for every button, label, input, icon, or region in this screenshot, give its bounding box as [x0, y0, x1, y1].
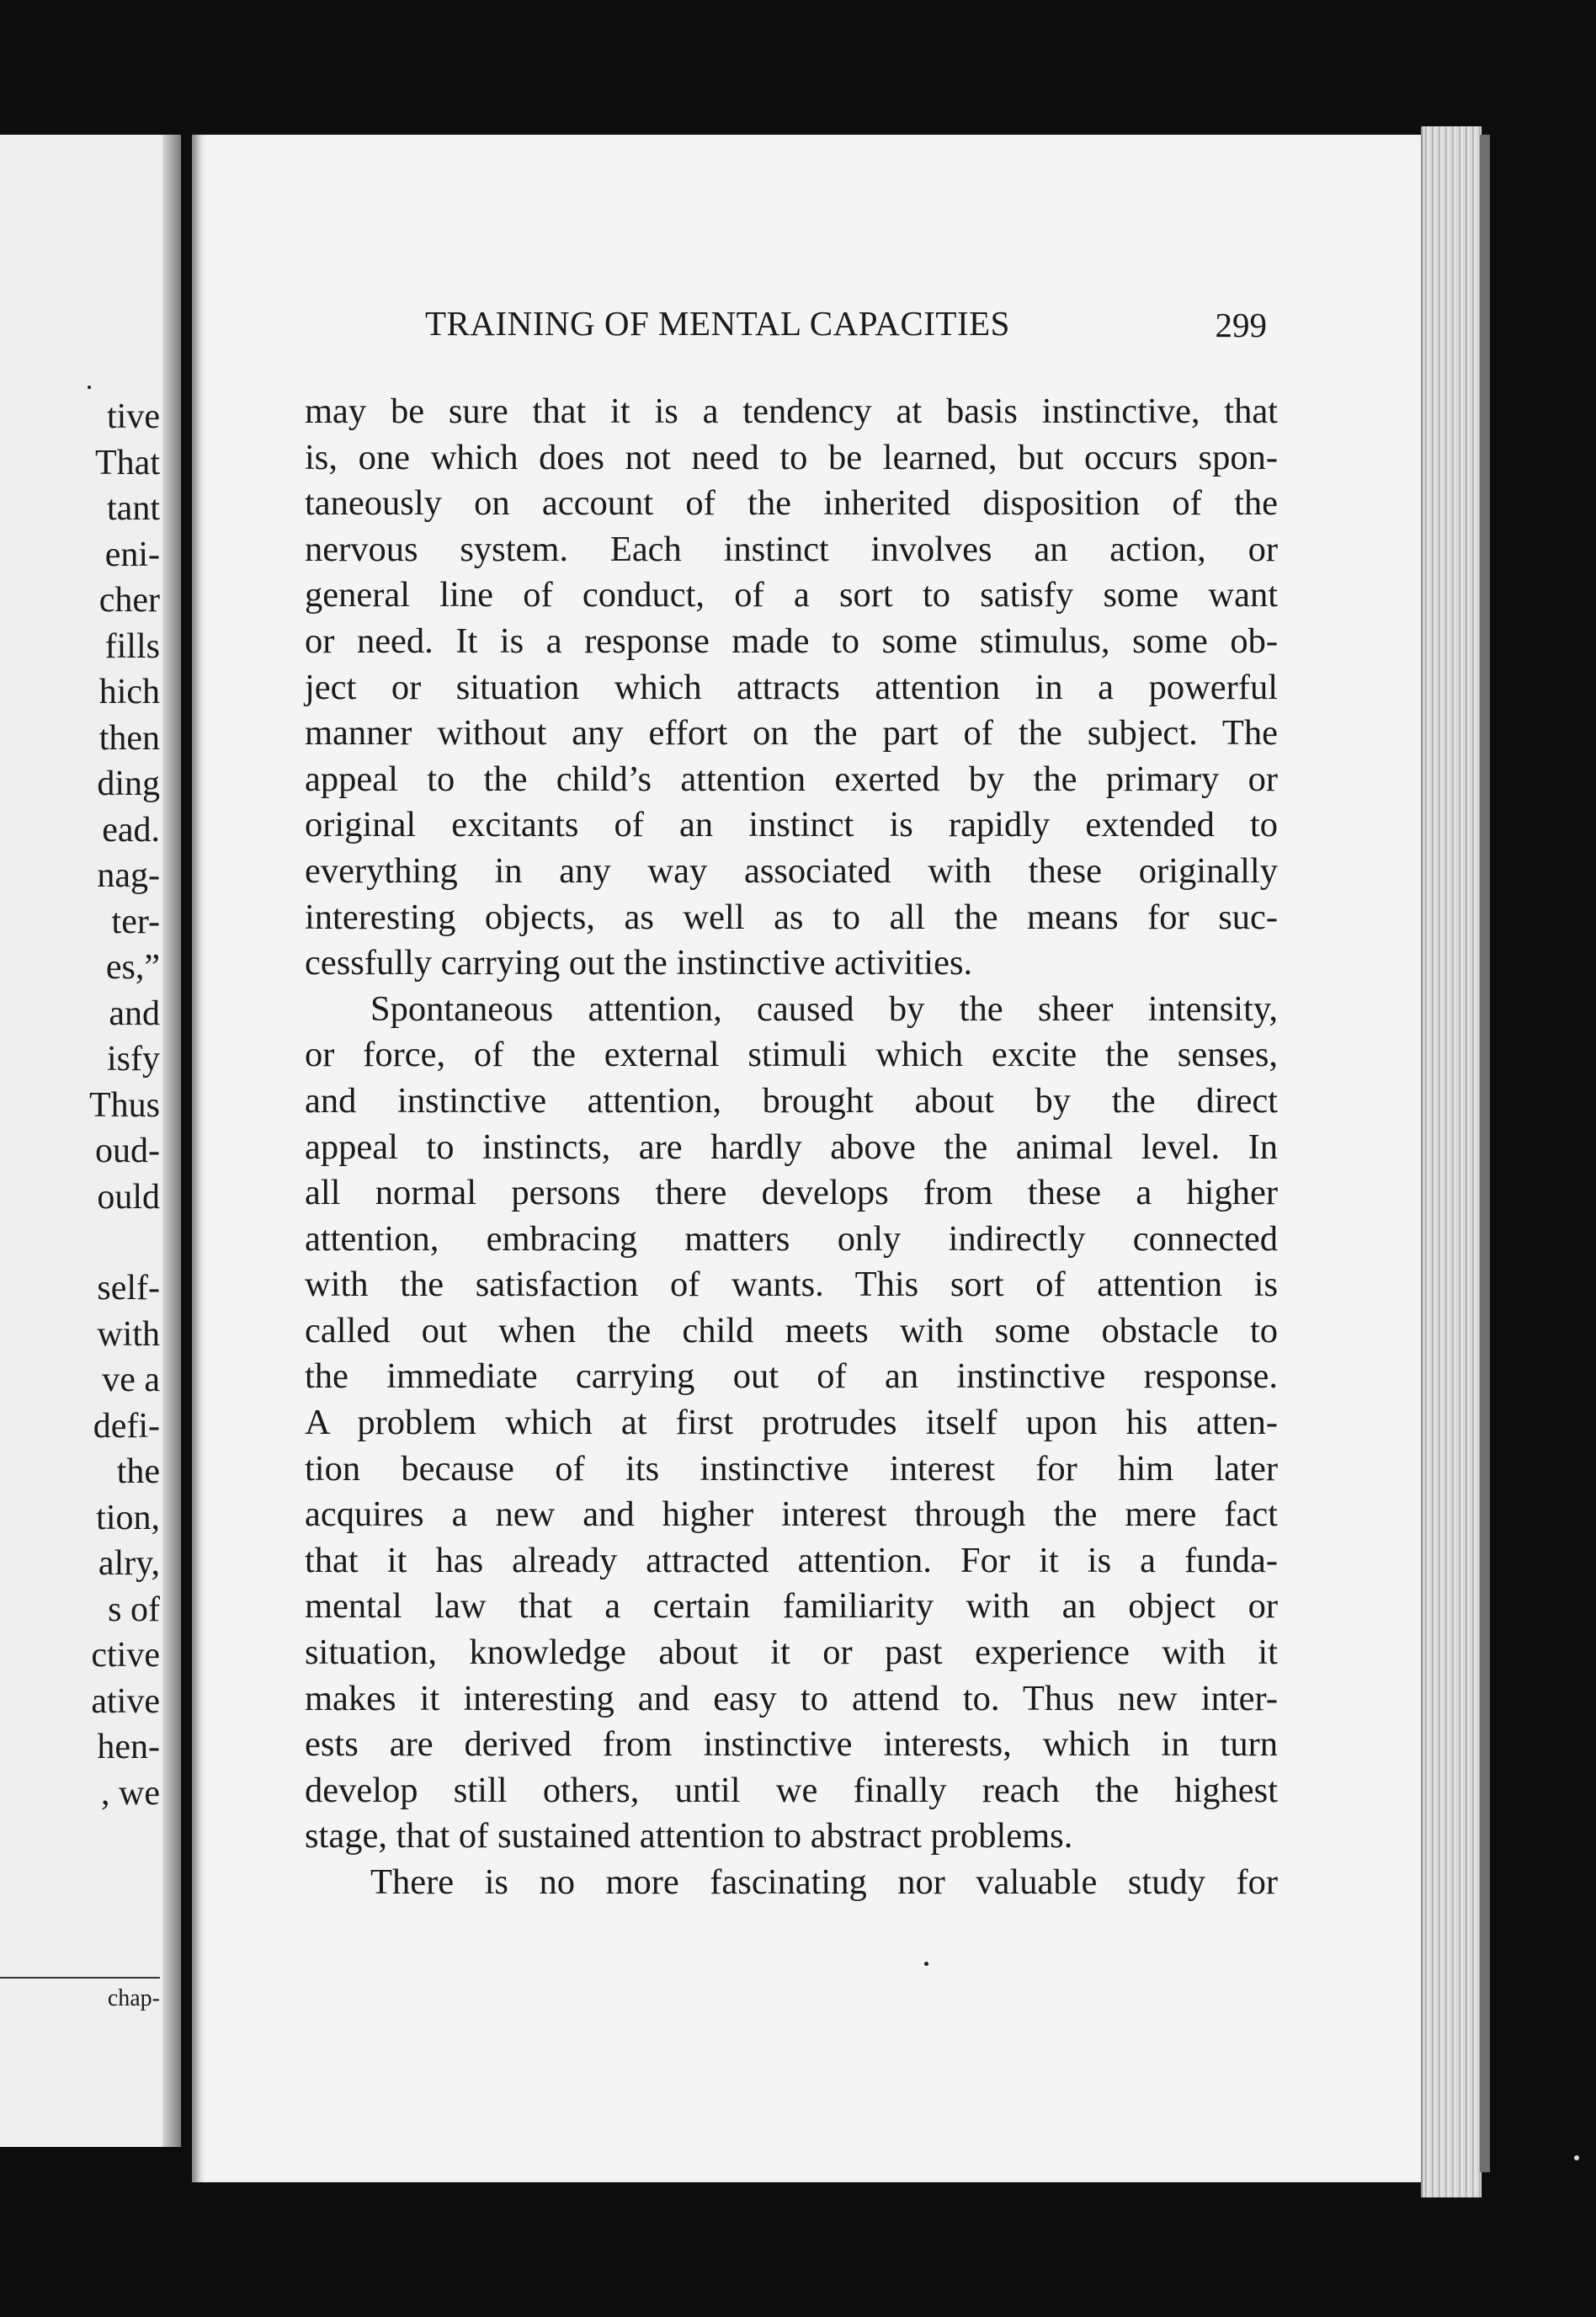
text-line: or force, of the external stimuli which excite the senses, [305, 1035, 1278, 1075]
text-line: cessfully carrying out the instinctive activities. [305, 943, 973, 983]
text-line: acquires a new and higher interest through the mere fact [305, 1494, 1278, 1535]
running-head-title: TRAINING OF MENTAL CAPACITIES [425, 304, 1010, 343]
paragraph [305, 987, 1278, 1860]
text-line: tion because of its instinctive interest for him later [305, 1448, 1278, 1489]
book-cover-edge [1480, 135, 1490, 2172]
left-footnote-fragment: chap- [107, 1985, 160, 2011]
paragraph [305, 389, 1278, 987]
left-page-line: hen- [97, 1728, 160, 1766]
page-number: 299 [1215, 306, 1267, 344]
text-line: with the satisfaction of wants. This sort of attention is [305, 1265, 1278, 1305]
text-line: There is no more fascinating nor valuable study for [370, 1862, 1278, 1902]
text-line: taneously on account of the inherited disposition of the [305, 483, 1278, 524]
left-page-line: the [116, 1452, 160, 1491]
text-line: appeal to instincts, are hardly above the animal level. In [305, 1127, 1278, 1167]
text-line: makes it interesting and easy to attend to. Thus new inter- [305, 1678, 1278, 1718]
left-facing-page [0, 135, 181, 2147]
left-page-line: hich [98, 673, 160, 711]
text-line: that it has already attracted attention. For it is a funda- [305, 1540, 1278, 1580]
text-line: nervous system. Each instinct involves an action, or [305, 529, 1278, 569]
left-page-line: eni- [104, 535, 160, 574]
left-page-line: ctive [91, 1636, 160, 1675]
text-line: manner without any effort on the part of the subject. The [305, 713, 1278, 754]
text-line: and instinctive attention, brought about by the direct [305, 1080, 1278, 1121]
left-page-line: , we [101, 1773, 160, 1813]
dust-speck [1574, 2155, 1579, 2160]
text-line: everything in any way associated with these originally [305, 850, 1278, 891]
text-line: attention, embracing matters only indirectly connected [305, 1218, 1278, 1259]
left-page-line: cher [98, 581, 160, 620]
text-line: interesting objects, as well as to all the means for suc- [305, 897, 1278, 937]
left-page-line: fills [104, 626, 160, 666]
text-line: Spontaneous attention, caused by the sheer intensity, [370, 988, 1278, 1029]
left-page-line: ative [91, 1681, 160, 1721]
text-line: general line of conduct, of a sort to satisfy some want [305, 575, 1278, 615]
left-page-line: with [97, 1314, 160, 1354]
paragraph [305, 1860, 1278, 1906]
paper-speck [924, 1962, 928, 1966]
text-line: develop still others, until we finally reach the highest [305, 1770, 1278, 1810]
left-page-line: tant [107, 489, 160, 528]
left-page-line: ter- [111, 902, 160, 941]
text-line: original excitants of an instinct is rapidly extended to [305, 805, 1278, 845]
left-page-line: ve a [102, 1361, 160, 1399]
page-body-text [305, 389, 1278, 1906]
text-line: all normal persons there develops from these a higher [305, 1173, 1278, 1213]
left-page-line: tive [107, 397, 160, 436]
left-page-line: s of [108, 1590, 160, 1629]
left-page-line: oud- [95, 1132, 160, 1170]
left-page-line: self- [97, 1269, 160, 1308]
text-line: mental law that a certain familiarity with an object or [305, 1586, 1278, 1627]
book-gutter [162, 135, 181, 2147]
left-page-line: and [109, 993, 160, 1033]
left-page-line: es,” [105, 948, 160, 987]
left-page-line: isfy [107, 1040, 160, 1079]
text-line: is, one which does not need to be learned, but occurs spon- [305, 437, 1278, 477]
text-line: the immediate carrying out of an instinctive response. [305, 1356, 1278, 1397]
left-page-line: ould [97, 1177, 160, 1217]
text-line: A problem which at first protrudes itself upon his atten- [305, 1403, 1278, 1443]
text-line: called out when the child meets with some obstacle to [305, 1310, 1278, 1350]
text-line: ests are derived from instinctive interests, which in turn [305, 1724, 1278, 1765]
left-page-line: tion, [96, 1498, 160, 1537]
text-line: ject or situation which attracts attention in a powerful [305, 667, 1278, 707]
text-line: situation, knowledge about it or past experience with it [305, 1633, 1278, 1673]
text-line: stage, that of sustained attention to abstract problems. [305, 1816, 1073, 1856]
left-page-gap [0, 1220, 160, 1265]
left-page-line: Thus [89, 1085, 160, 1125]
left-page-line: ead. [102, 810, 160, 850]
left-page-text [0, 394, 160, 1816]
running-head [425, 303, 1267, 354]
left-page-line: nag- [97, 856, 160, 895]
left-page-line: alry, [98, 1544, 160, 1583]
left-footnote-rule [0, 1977, 160, 1979]
left-page-line: That [95, 443, 160, 482]
text-line: or need. It is a response made to some stimulus, some ob- [305, 621, 1278, 661]
text-line: may be sure that it is a tendency at basis instinctive, that [305, 391, 1278, 431]
left-page-line: ding [97, 764, 160, 803]
left-page-line: then [98, 718, 160, 758]
text-line: appeal to the child’s attention exerted by the primary or [305, 759, 1278, 799]
paper-speck [88, 386, 91, 389]
page-edges [1421, 126, 1482, 2197]
left-page-line: defi- [93, 1406, 160, 1446]
